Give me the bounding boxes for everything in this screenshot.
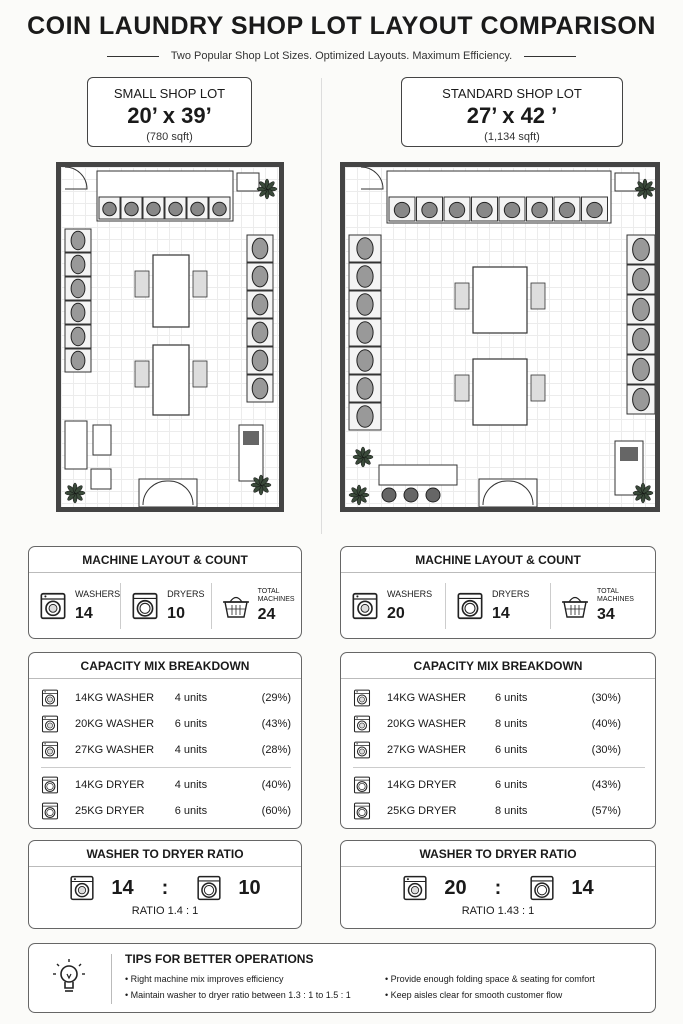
folding-table	[153, 255, 189, 327]
dryer-machine	[349, 403, 381, 430]
washer-machine	[472, 197, 498, 221]
small-capacity-panel	[28, 652, 302, 829]
washer-capacity-row	[353, 737, 645, 763]
kiosk-screen	[243, 431, 259, 445]
tip-item: • Right machine mix improves efficiency	[125, 974, 284, 984]
laundry-cart	[135, 361, 149, 387]
washers-label: WASHERS	[75, 589, 121, 599]
dryer-capacity-row	[353, 772, 645, 798]
standard-ratio-panel	[340, 840, 656, 929]
laundry-cart	[531, 375, 545, 401]
plant-icon	[251, 475, 271, 495]
dryer-machine	[627, 265, 655, 294]
kiosk-screen	[620, 447, 638, 461]
dryer-machine	[247, 347, 273, 374]
dryer-machine	[247, 291, 273, 318]
tips-panel	[28, 943, 656, 1013]
folding-table	[153, 345, 189, 415]
capacity-units: 6 units	[495, 744, 528, 756]
washer-icon	[353, 689, 371, 707]
ratio-washers: 20	[444, 876, 467, 899]
small-lot-header	[87, 77, 252, 147]
panel-title: CAPACITY MIX BREAKDOWN	[29, 653, 301, 679]
bench-seat	[379, 465, 457, 485]
washer-machine	[99, 197, 120, 219]
washer-machine	[143, 197, 164, 219]
capacity-list	[341, 679, 655, 824]
tip-item: • Maintain washer to dryer ratio between 1.3 : 1 to 1.5 : 1	[125, 990, 351, 1000]
capacity-units: 6 units	[174, 805, 208, 817]
washer-machine	[417, 197, 443, 221]
dryer-machine	[247, 235, 273, 262]
lot-area: (780 sqft)	[146, 131, 193, 143]
divider-line	[524, 56, 576, 57]
dryer-icon	[529, 875, 555, 901]
ratio-text: RATIO 1.43 : 1	[461, 905, 535, 917]
dryers-label: DRYERS	[167, 589, 205, 599]
washer-capacity-row	[353, 711, 645, 737]
capacity-percent: (60%)	[261, 805, 291, 817]
capacity-label: 25KG DRYER	[387, 805, 457, 817]
laundry-cart	[193, 271, 207, 297]
dryer-machine	[247, 263, 273, 290]
side-table	[91, 469, 111, 489]
washer-icon	[353, 715, 371, 733]
washer-icon	[41, 741, 59, 759]
laundry-basket-icon	[561, 593, 589, 619]
tip-item: • Provide enough folding space & seating for comfort	[385, 974, 595, 984]
capacity-percent: (30%)	[591, 744, 621, 756]
dryer-machine	[627, 295, 655, 324]
capacity-label: 20KG WASHER	[387, 718, 467, 730]
dryer-capacity-row	[353, 798, 645, 824]
capacity-percent: (40%)	[591, 718, 621, 730]
standard-lot-plan-drawing	[345, 167, 655, 507]
laundry-cart	[455, 283, 469, 309]
capacity-label: 25KG DRYER	[75, 805, 145, 817]
capacity-units: 8 units	[495, 805, 528, 817]
washers-value: 20	[387, 605, 405, 622]
washers-value: 14	[75, 605, 93, 622]
capacity-label: 14KG WASHER	[387, 692, 467, 704]
dryer-icon	[353, 776, 371, 794]
washer-machine	[121, 197, 142, 219]
capacity-units: 6 units	[495, 779, 528, 791]
washer-icon	[353, 741, 371, 759]
total-value: 34	[597, 606, 615, 623]
plant-icon	[257, 179, 277, 199]
panel-title: MACHINE LAYOUT & COUNT	[341, 547, 655, 573]
ratio-colon: :	[161, 876, 169, 899]
capacity-units: 6 units	[174, 718, 208, 730]
lot-dimensions: 27’ x 42 ’	[466, 103, 558, 128]
dryer-machine	[349, 291, 381, 318]
column-divider	[321, 78, 322, 534]
dryer-machine	[627, 385, 655, 414]
capacity-separator	[41, 767, 291, 768]
capacity-units: 8 units	[495, 718, 528, 730]
folding-table	[473, 359, 527, 425]
dryer-capacity-row	[41, 772, 291, 798]
capacity-units: 4 units	[174, 744, 208, 756]
washer-icon	[69, 875, 95, 901]
capacity-list	[29, 679, 301, 824]
washer-icon	[351, 592, 379, 620]
small-machine-count-panel	[28, 546, 302, 639]
stool	[426, 488, 440, 502]
washer-capacity-row	[353, 685, 645, 711]
small-ratio-panel	[28, 840, 302, 929]
dryer-machine	[627, 325, 655, 354]
capacity-units: 4 units	[174, 779, 208, 791]
dryer-icon	[456, 592, 484, 620]
capacity-percent: (30%)	[591, 692, 621, 704]
laundry-cart	[531, 283, 545, 309]
washer-machine	[554, 197, 580, 221]
capacity-percent: (43%)	[591, 779, 621, 791]
dryers-label: DRYERS	[492, 589, 530, 599]
capacity-units: 4 units	[174, 692, 208, 704]
dryer-machine	[65, 325, 91, 348]
divider-line	[107, 56, 159, 57]
ratio-colon: :	[494, 876, 502, 899]
total-label: TOTAL	[257, 588, 280, 595]
folding-table	[473, 267, 527, 333]
page-subtitle: Two Popular Shop Lot Sizes. Optimized Layouts. Maximum Efficiency.	[170, 50, 513, 62]
lot-name: STANDARD SHOP LOT	[442, 86, 582, 101]
washer-icon	[41, 715, 59, 733]
total-count	[212, 583, 301, 629]
washer-machine	[499, 197, 525, 221]
ratio-dryers: 10	[238, 876, 261, 899]
subtitle-row	[0, 48, 683, 64]
dryer-machine	[627, 235, 655, 264]
plant-icon	[65, 483, 85, 503]
washer-machine	[209, 197, 230, 219]
washer-machine	[165, 197, 186, 219]
seat	[93, 425, 111, 455]
dryer-icon	[131, 592, 159, 620]
total-label-2: MACHINES	[597, 596, 634, 603]
dryer-count	[446, 583, 551, 629]
dryer-icon	[41, 776, 59, 794]
capacity-label: 27KG WASHER	[387, 744, 467, 756]
plant-icon	[349, 485, 369, 505]
tip-item: • Keep aisles clear for smooth customer flow	[385, 990, 563, 1000]
laundry-cart	[193, 361, 207, 387]
washer-icon	[39, 592, 67, 620]
washer-machine	[444, 197, 470, 221]
dryer-machine	[349, 263, 381, 290]
sink	[237, 173, 259, 191]
panel-title: CAPACITY MIX BREAKDOWN	[341, 653, 655, 679]
dryer-machine	[65, 301, 91, 324]
capacity-label: 14KG WASHER	[75, 692, 155, 704]
standard-lot-floor-plan	[340, 162, 660, 512]
total-label-2: MACHINES	[257, 596, 295, 603]
entrance-door	[479, 479, 537, 507]
capacity-percent: (57%)	[591, 805, 621, 817]
washer-machine	[187, 197, 208, 219]
lot-name: SMALL SHOP LOT	[113, 86, 226, 101]
small-lot-plan-drawing	[61, 167, 279, 507]
washer-machine	[389, 197, 415, 221]
dryer-count	[121, 583, 211, 629]
panel-title: MACHINE LAYOUT & COUNT	[29, 547, 301, 573]
dryer-machine	[349, 235, 381, 262]
total-label: TOTAL	[597, 588, 619, 595]
capacity-label: 14KG DRYER	[75, 779, 145, 791]
capacity-percent: (43%)	[261, 718, 291, 730]
entrance-door	[139, 479, 197, 507]
plant-icon	[635, 179, 655, 199]
dryer-machine	[65, 253, 91, 276]
tips-separator	[111, 954, 112, 1004]
capacity-percent: (29%)	[261, 692, 291, 704]
washer-count	[341, 583, 446, 629]
dryers-value: 10	[167, 605, 185, 622]
capacity-label: 27KG WASHER	[75, 744, 155, 756]
tips-title: TIPS FOR BETTER OPERATIONS	[125, 952, 314, 966]
capacity-label: 20KG WASHER	[75, 718, 155, 730]
dryers-value: 14	[492, 605, 510, 622]
capacity-label: 14KG DRYER	[387, 779, 457, 791]
laundry-basket-icon	[222, 593, 250, 619]
capacity-separator	[353, 767, 645, 768]
dryer-capacity-row	[41, 798, 291, 824]
total-count	[551, 583, 655, 629]
lot-area: (1,134 sqft)	[484, 131, 540, 143]
standard-lot-header	[401, 77, 623, 147]
stool	[382, 488, 396, 502]
dryer-machine	[65, 229, 91, 252]
ratio-text: RATIO 1.4 : 1	[131, 905, 199, 917]
washer-count	[29, 583, 121, 629]
lightbulb-icon	[53, 958, 85, 998]
laundry-cart	[135, 271, 149, 297]
door-icon	[361, 167, 383, 189]
dryer-machine	[627, 355, 655, 384]
total-value: 24	[257, 606, 276, 623]
lot-dimensions: 20’ x 39’	[127, 103, 212, 128]
dryer-icon	[41, 802, 59, 820]
washer-capacity-row	[41, 685, 291, 711]
dryer-icon	[353, 802, 371, 820]
washer-capacity-row	[41, 737, 291, 763]
standard-capacity-panel	[340, 652, 656, 829]
washer-machine	[527, 197, 553, 221]
page-title: COIN LAUNDRY SHOP LOT LAYOUT COMPARISON	[27, 12, 656, 40]
dryer-machine	[65, 277, 91, 300]
ratio-dryers: 14	[571, 876, 594, 899]
panel-title: WASHER TO DRYER RATIO	[341, 841, 655, 867]
ratio-washers: 14	[111, 876, 134, 899]
dryer-machine	[65, 349, 91, 372]
washer-icon	[41, 689, 59, 707]
dryer-machine	[349, 347, 381, 374]
washer-icon	[402, 875, 428, 901]
capacity-percent: (28%)	[261, 744, 291, 756]
capacity-percent: (40%)	[261, 779, 291, 791]
plant-icon	[633, 483, 653, 503]
washer-capacity-row	[41, 711, 291, 737]
door-icon	[65, 167, 87, 189]
bench-seat	[65, 421, 87, 469]
dryer-icon	[196, 875, 222, 901]
dryer-machine	[349, 375, 381, 402]
dryer-machine	[247, 319, 273, 346]
stool	[404, 488, 418, 502]
washers-label: WASHERS	[387, 589, 433, 599]
plant-icon	[353, 447, 373, 467]
laundry-cart	[455, 375, 469, 401]
capacity-units: 6 units	[495, 692, 528, 704]
standard-machine-count-panel	[340, 546, 656, 639]
small-lot-floor-plan	[56, 162, 284, 512]
panel-title: WASHER TO DRYER RATIO	[29, 841, 301, 867]
washer-machine	[582, 197, 608, 221]
dryer-machine	[349, 319, 381, 346]
dryer-machine	[247, 375, 273, 402]
